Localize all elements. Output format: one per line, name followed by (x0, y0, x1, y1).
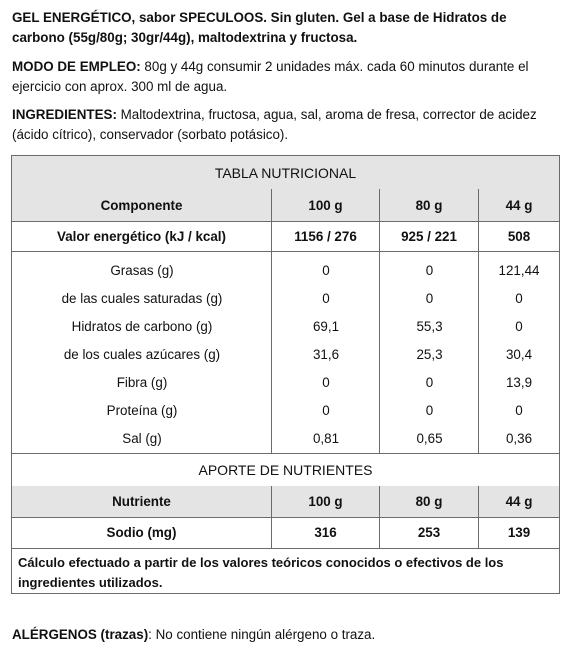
header-cell: 44 g (505, 494, 533, 509)
header-cell: Nutriente (12, 486, 272, 517)
table-cell: Valor energético (kJ / kcal) (12, 221, 272, 251)
table-cell: 925 / 221 (380, 221, 479, 251)
table-row: Sal (g) 0,81 0,65 0,36 (122, 430, 533, 446)
table-row: Proteína (g) 0 0 0 (106, 402, 523, 418)
nutrients-title: APORTE DE NUTRIENTES (12, 453, 559, 487)
header-cell: 80 g (380, 486, 479, 517)
table-row: Hidratos de carbono (g) 69,1 55,3 0 (71, 318, 523, 334)
table-cell: 508 (507, 228, 531, 244)
usage-instructions (12, 57, 563, 97)
table-row: Fibra (g) 0 0 13,9 (116, 374, 533, 390)
allergens-label: ALÉRGENOS (trazas) (12, 627, 149, 642)
header-cell: 100 g (272, 486, 380, 517)
table-cell: 316 (272, 517, 380, 548)
allergens-statement (12, 625, 563, 645)
table-cell: 253 (380, 517, 479, 548)
header-cell: 80 g (380, 189, 479, 221)
table-footnote: Cálculo efectuado a partir de los valores teóricos conocidos o efectivos de los ingredientes utilizados. (18, 555, 504, 590)
table-cell: 1156 / 276 (272, 221, 380, 251)
table-row: Grasas (g) 0 0 121,44 (110, 262, 540, 278)
nutrition-table (11, 155, 560, 594)
header-cell: Componente (12, 189, 272, 221)
table-title: TABLA NUTRICIONAL (12, 156, 559, 190)
table-row: de los cuales azúcares (g) 31,6 25,3 30,4 (63, 346, 533, 362)
usage-text: 80g y 44g consumir 2 unidades máx. cada 60 minutos durante el ejercicio con aprox. 300 ml de agua. (12, 59, 529, 94)
nutrients-header-row (12, 486, 559, 518)
ingredients-text: Maltodextrina, fructosa, agua, sal, aroma de fresa, corrector de acidez (ácido cítrico), conservador (sorbato potásico). (12, 107, 537, 142)
header-cell: 100 g (272, 189, 380, 221)
sodium-row (12, 517, 559, 549)
allergens-text: : No contiene ningún alérgeno o traza. (148, 627, 376, 642)
ingredients-list (12, 105, 563, 145)
header-cell: 44 g (505, 197, 533, 213)
energy-row (12, 221, 559, 252)
table-cell: 139 (507, 525, 531, 540)
table-header-row (12, 189, 559, 222)
ingredients-label: INGREDIENTES: (12, 107, 117, 122)
table-row: de las cuales saturadas (g) 0 0 0 (61, 290, 523, 306)
usage-label: MODO DE EMPLEO: (12, 59, 141, 74)
product-description: GEL ENERGÉTICO, sabor SPECULOOS. Sin gluten. Gel a base de Hidratos de carbono (55g/80g; 30gr/44g), maltodextrina y fructosa. (12, 10, 507, 45)
table-cell: Sodio (mg) (12, 517, 272, 548)
